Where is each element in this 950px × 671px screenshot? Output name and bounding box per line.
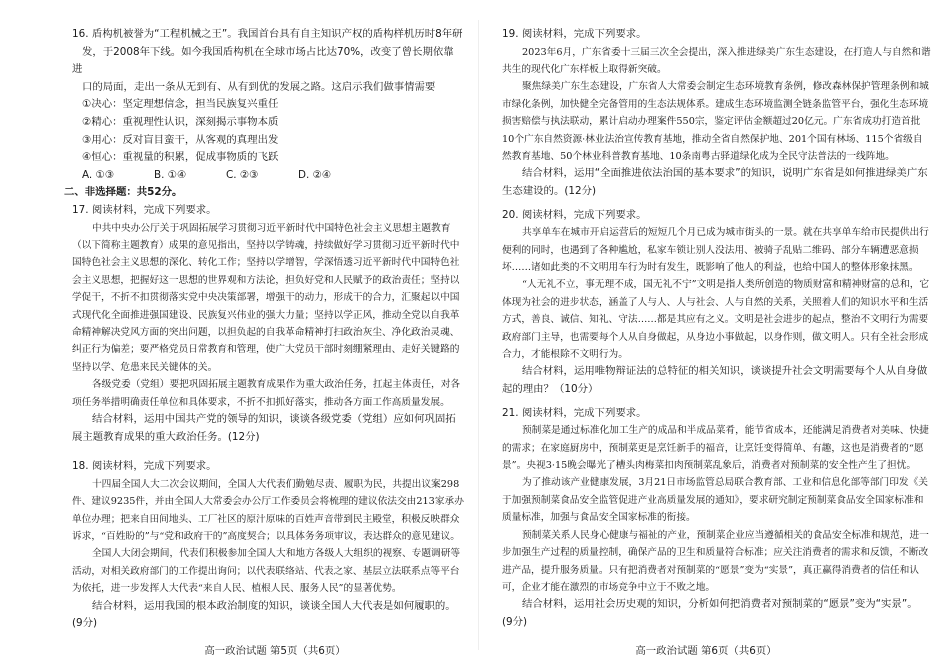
q19-material-1: 2023年6月，广东省委十三届三次全会提出，深入推进绿美广东生态建设，在打造人与自然和谐共生的现代化广东样板上取得新突破。 [502,46,931,75]
q17-material-2: 各级党委（党组）要把巩固拓展主题教育成果作为重大政治任务，扛起主体责任，对各项任务举措明确责任单位和具体要求，不折不扣抓好落实，推动各方面工作高质量发展。 [72,379,461,408]
q16-choices [82,167,464,185]
q16-stem-line: 口的局面，走出一条从无到有、从有到优的发展之路。这启示我们做事情需要 [82,80,436,93]
question-18 [72,458,464,633]
q21-score: (9分) [502,615,528,628]
q16-option: ①决心：坚定理想信念，担当民族复兴重任 [82,98,279,111]
q21-task: 结合材料，运用社会历史观的知识，分析如何把消费者对预制菜的“愿景”变为“实景”。 [522,598,918,611]
q21-material-3: 预制菜关系人民身心健康与福祉的产业，预制菜企业应当遵循相关的食品安全标准和规范，进一步加强生产过程的质量控制，确保产品的卫生和质量符合标准；应关注消费者的需求和反馈，不断改进产品，提升服务质量。只有把消费者对预制菜的“愿景”变为“实景”，真正赢得消费者的信任和认可，企业才能在激烈的市场竞争中立于不败之地。 [502,529,929,593]
q21-material-2: 为了推动该产业健康发展，3月21日市场监管总局联合教育部、工业和信息化部等部门印发《关于加强预制菜食品安全监管促进产业高质量发展的通知》，要求研究制定预制菜食品安全国家标准和质量标准，加强与食品安全国家标准的衔接。 [502,477,928,524]
q16-stem-line: 16. 盾构机被誉为“工程机械之王”。我国首台具有自主知识产权的盾构样机历时8年研 [72,28,463,40]
q17-task: 结合材料，运用中国共产党的领导的知识，谈谈各级党委（党组）应如何巩固拓展主题教育成果的重大政治任务。(12分) [72,413,456,443]
q16-option: ③用心：反对盲目蛮干，从客观的真理出发 [82,133,279,146]
choice-a: A. ①③ [82,168,115,181]
q18-task: 结合材料，运用我国的根本政治制度的知识，谈谈全国人大代表是如何履职的。(9分) [72,599,456,630]
q17-material-1: 中共中央办公厅关于巩固拓展学习贯彻习近平新时代中国特色社会主义思想主题教育（以下简称主题教育）成果的意见指出，坚持以学铸魂，持续做好学习贯彻习近平新时代中国特色社会主义思想的深化、转化工作；坚持以学增智，学深悟透习近平新时代中国特色社会主义思想，把握好这一思想的世界观和方法论，担负好党和人民赋予的政治责任；坚持以学促干，不折不扣贯彻落实党中央决策部署，增强干的动力，形成干的合力，汇聚起以中国式现代化全面推进强国建设、民族复兴伟业的强大力量；坚持以学正风，推动全党以自我革命精神解决党风方面的突出问题，以担负起的自我革命精神打扫政治灰尘、净化政治灵魂、纠正行为偏差；要严格党员日常教育和管理，使广大党员干部时刻绷紧理由、走好关键路的坚持以学、危患来民关键体的关。 [72,222,460,373]
q17-heading: 17. 阅读材料，完成下列要求。 [72,203,217,216]
choice-b: B. ①④ [154,168,187,181]
q16-option: ②精心：重视理性认识，深刻揭示事物本质 [82,115,279,128]
q21-heading: 21. 阅读材料，完成下列要求。 [502,406,647,419]
q19-heading: 19. 阅读材料，完成下列要求。 [502,28,647,40]
choice-d: D. ②④ [298,168,332,181]
q18-material-2: 全国人大闭会期间，代表们积极参加全国人大和地方各级人大组织的视察、专题调研等活动，对相关政府部门的工作提出询问；以代表联络站、代表之家、基层立法联系点等平台为依托，进一步发挥人大代表“来自人民、植根人民、服务人民”的显著优势。 [72,548,461,595]
right-page [478,0,950,671]
question-17 [72,202,464,446]
page-footer-right: 高一政治试题 第6页（共6页） [635,645,777,657]
page-footer-left: 高一政治试题 第5页（共6页） [204,645,346,657]
q18-heading: 18. 阅读材料，完成下列要求。 [72,460,217,473]
section-title: 二、非选择题：共52分。 [64,186,183,199]
q20-heading: 20. 阅读材料，完成下列要求。 [502,208,647,221]
question-21 [502,405,932,632]
question-16 [72,26,464,184]
choice-c: C. ②③ [226,168,259,181]
q20-material-1: 共享单车在城市开启运营后的短短几个月已成为城市街头的一景。就在共享单车给市民提供出行便利的同时，也遇到了各种尴尬，私家车锁让别人没法用、被骑子乱贴二维码、部分车辆遭恶意损坏……诸如此类的不文明用车行为时有发生，既影响了他人的利益，也给中国人的整体形象抹黑。 [502,227,929,274]
q16-stem-line: 发，于2008年下线。如今我国盾构机在全球市场占比达70%，改变了曾长期依靠进 [72,45,454,76]
q19-task: 结合材料，运用“全面推进依法治国的基本要求”的知识，说明广东省是如何推进绿美广东生态建设的。(12分) [502,167,928,198]
q19-material-2: 聚焦绿美广东生态建设，广东省人大常委会制定生态环境教育条例，修改森林保护管理条例和城市绿化条例，加快健全完备管用的生态法规体系。建成生态环境监测全链条监管平台，强化生态环境损害赔偿与执法联动，累计启动办理案件550宗，鉴定评估金额超过20亿元。广东省成功打造首批10个广东自然资源·林业法治宣传教育基地，推动全省自然保护地、201个国有林场、115个省级自然教育基地、50个林业科普教育基地、10条南粤古驿道绿化成为全民守法普法的一线阵地。 [502,81,929,163]
question-20 [502,207,932,399]
q20-material-2: “人无礼不立，事无理不成，国无礼不宁”文明是指人类所创造的物质财富和精神财富的总和，它体现为社会的进步状态，涵盖了人与人、人与社会、人与自然的关系，关照着人们的知识水平和生活方式，善良、诚信、知礼、守法……都是其应有之义。文明是社会进步的起点，整治不文明行为需要政府部门主导，也需要每个人从自身做起，从身边小事做起，以身作则，做文明人。只有全社会形成合力，才能根除不文明行为。 [502,279,930,361]
q18-material-1: 十四届全国人大二次会议期间，全国人大代表们勤勉尽责、履职为民，共提出议案298件、建议9235件，并由全国人大常委会办公厅工作委员会将梳理的建议依法交由213家承办单位办理；把来自田间地头、工厂社区的原汁原味的百姓声音带到民主殿堂，积极反映群众诉求，“百姓盼的”与“党和政府干的”高度契合；以具体务务项审议，表达群众的意见建议。 [72,478,464,542]
q21-material-1: 预制菜是通过标准化加工生产的成品和半成品菜肴，能节省成本，还能满足消费者对美味、快捷的需求；在家庭厨房中，预制菜更是烹饪新手的福音，让烹饪变得简单、有趣，这也是消费者的“愿景”。央视3·15晚会曝光了槽头肉梅菜扣肉预制菜乱象后，消费者对预制菜的安全性产生了担忧。 [502,425,929,472]
question-19 [502,26,932,201]
q16-option: ④恒心：重视量的积累，促成事物质的飞跃 [82,151,279,164]
q20-task: 结合材料，运用唯物辩证法的总特征的相关知识，谈谈提升社会文明需要每个人从自身做起的理由？（10分） [502,365,928,396]
